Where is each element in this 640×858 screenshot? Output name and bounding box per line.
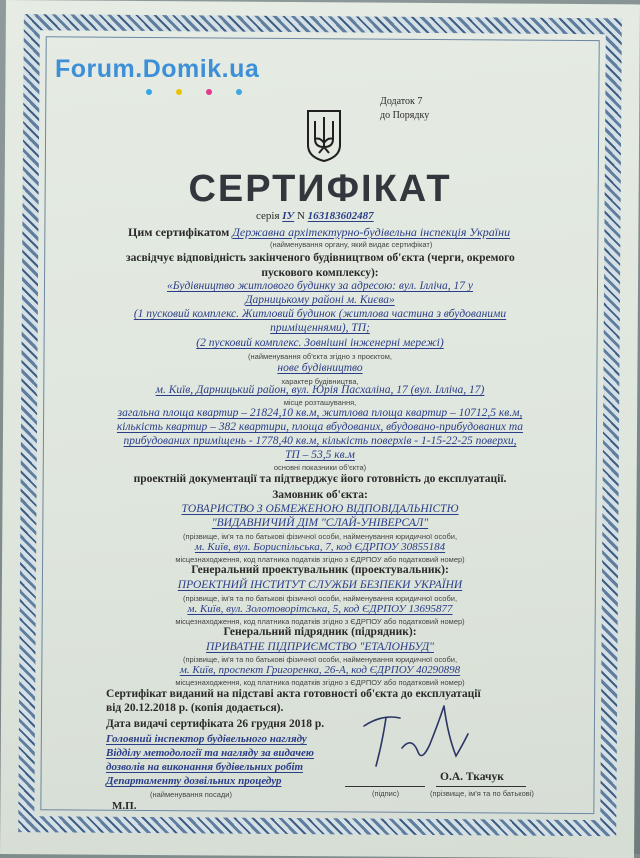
indicator-line-3: прибудованих приміщень - 1778,40 кв.м, кількість поверхів - 1-15-22-25 поверхи,	[123, 435, 517, 447]
object-line-3: (1 пусковий комплекс. Житловий будинок (житлова частина з вбудованими	[133, 308, 507, 320]
series-value: ІУ	[282, 210, 295, 222]
issuer-line	[128, 225, 510, 240]
basis-line2: від 20.12.2018 р. (копія додається).	[106, 702, 284, 714]
series-line	[256, 210, 374, 222]
official-name: О.А. Ткачук	[440, 771, 504, 783]
contractor-name: ПРИВАТНЕ ПІДПРИЄМСТВО "ЕТАЛОНБУД"	[206, 641, 434, 653]
name-caption: (прізвище, ім'я та по батькові)	[430, 789, 534, 798]
watermark-dot	[236, 89, 242, 95]
official-line-4: Департаменту дозвільних процедур	[106, 775, 282, 787]
indicator-line-1: загальна площа квартир – 21824,10 кв.м, житлова площа квартир – 10712,5 кв.м,	[117, 407, 523, 419]
watermark-dots	[146, 89, 242, 95]
indicator-line-4: ТП – 53,5 кв.м	[285, 449, 355, 461]
customer-address: м. Київ, вул. Бориспільська, 7, код ЄДРПОУ 30855184	[194, 541, 446, 553]
watermark-dot	[176, 89, 182, 95]
designer-caption-1: (прізвище, ім'я та по батькові фізичної особи, найменування юридичної особи,	[182, 594, 458, 603]
series-label: серія	[256, 210, 280, 222]
object-caption: (найменування об'єкта згідно з проєктом,	[248, 352, 392, 361]
contractor-address: м. Київ, проспект Григоренка, 26-А, код ЄДРПОУ 40290898	[179, 664, 461, 676]
number-value: 163183602487	[307, 210, 374, 222]
object-location: м. Київ, Дарницький район, вул. Юрія Пасхаліна, 17 (вул. Ілліча, 17)	[155, 384, 485, 396]
certifies-line2: пускового комплексу):	[261, 267, 379, 279]
annex-line2: до Порядку	[380, 110, 430, 121]
watermark-text: Forum.Domik.ua	[55, 55, 260, 83]
issuer-prefix: Цим сертифікатом	[128, 225, 230, 239]
official-line-3: дозволів на виконання будівельних робіт	[106, 761, 304, 773]
annex-line1: Додаток 7	[380, 96, 423, 107]
customer-heading: Замовник об'єкта:	[272, 489, 368, 501]
issue-date: Дата видачі сертифіката 26 грудня 2018 р.	[106, 718, 325, 730]
object-character-caption: характер будівництва,	[281, 377, 359, 386]
watermark-dot	[206, 89, 212, 95]
official-line-2: Відділу методології та нагляду за видачею	[106, 747, 314, 759]
contractor-caption-1: (прізвище, ім'я та по батькові фізичної особи, найменування юридичної особи,	[182, 655, 458, 664]
issuer-caption: (найменування органу, який видає сертифікат)	[270, 240, 433, 249]
indicator-line-2: кількість квартир – 382 квартири, площа вбудованих, вбудовано-прибудованих та	[116, 421, 524, 433]
certificate-title: СЕРТИФІКАТ	[188, 168, 452, 210]
position-caption: (найменування посади)	[150, 790, 232, 799]
basis-line1: Сертифікат виданий на підставі акта готовності об'єкта до експлуатації	[106, 688, 481, 700]
object-line-1: «Будівництво житлового будинку за адресою: вул. Ілліча, 17 у	[167, 280, 473, 292]
object-line-4: приміщеннями), ТП;	[270, 322, 370, 334]
object-line-2: Дарницькому районі м. Києва»	[245, 294, 395, 306]
number-label: N	[296, 210, 305, 222]
indicators-caption: основні показники об'єкта)	[273, 463, 367, 472]
signature-caption: (підпис)	[372, 789, 400, 798]
designer-caption-2: місцезнаходження, код платника податків згідно з ЄДРПОУ або податковий номер)	[175, 617, 465, 626]
designer-heading: Генеральний проектувальник (проектувальник):	[191, 564, 449, 576]
name-line	[436, 786, 526, 787]
object-location-caption: місце розташування,	[283, 398, 357, 407]
object-character: нове будівництво	[277, 362, 363, 374]
customer-name-2: "ВИДАВНИЧИЙ ДІМ "СЛАЙ-УНІВЕРСАЛ"	[211, 517, 429, 529]
customer-name-1: ТОВАРИСТВО З ОБМЕЖЕНОЮ ВІДПОВІДАЛЬНІСТЮ	[181, 503, 459, 515]
designer-address: м. Київ, вул. Золотоворітська, 5, код ЄДРПОУ 13695877	[187, 603, 453, 615]
certifies-line1: засвідчує відповідність закінченого будівництвом об'єкта (черги, окремого	[126, 252, 515, 264]
contractor-heading: Генеральний підрядник (підрядник):	[223, 626, 417, 638]
customer-caption-2: місцезнаходження, код платника податків згідно з ЄДРПОУ або податковий номер)	[175, 555, 465, 564]
signature-mark	[352, 696, 472, 776]
designer-name: ПРОЕКТНИЙ ІНСТИТУТ СЛУЖБИ БЕЗПЕКИ УКРАЇНИ	[177, 579, 463, 591]
signature-line	[345, 786, 425, 787]
contractor-caption-2: місцезнаходження, код платника податків згідно з ЄДРПОУ або податковий номер)	[175, 678, 465, 687]
readiness-line: проектній документації та підтверджує його готовність до експлуатації.	[133, 473, 507, 485]
issuer-name: Державна архітектурно-будівельна інспекція України	[232, 225, 511, 239]
watermark-dot	[146, 89, 152, 95]
coat-of-arms-icon	[304, 107, 344, 163]
official-line-1: Головний інспектор будівельного нагляду	[106, 733, 307, 745]
stamp-place: М.П.	[112, 800, 137, 812]
object-line-5: (2 пусковий комплекс. Зовнішні інженерні мережі)	[196, 337, 444, 349]
customer-caption-1: (прізвище, ім'я та по батькові фізичної особи, найменування юридичної особи,	[182, 532, 458, 541]
